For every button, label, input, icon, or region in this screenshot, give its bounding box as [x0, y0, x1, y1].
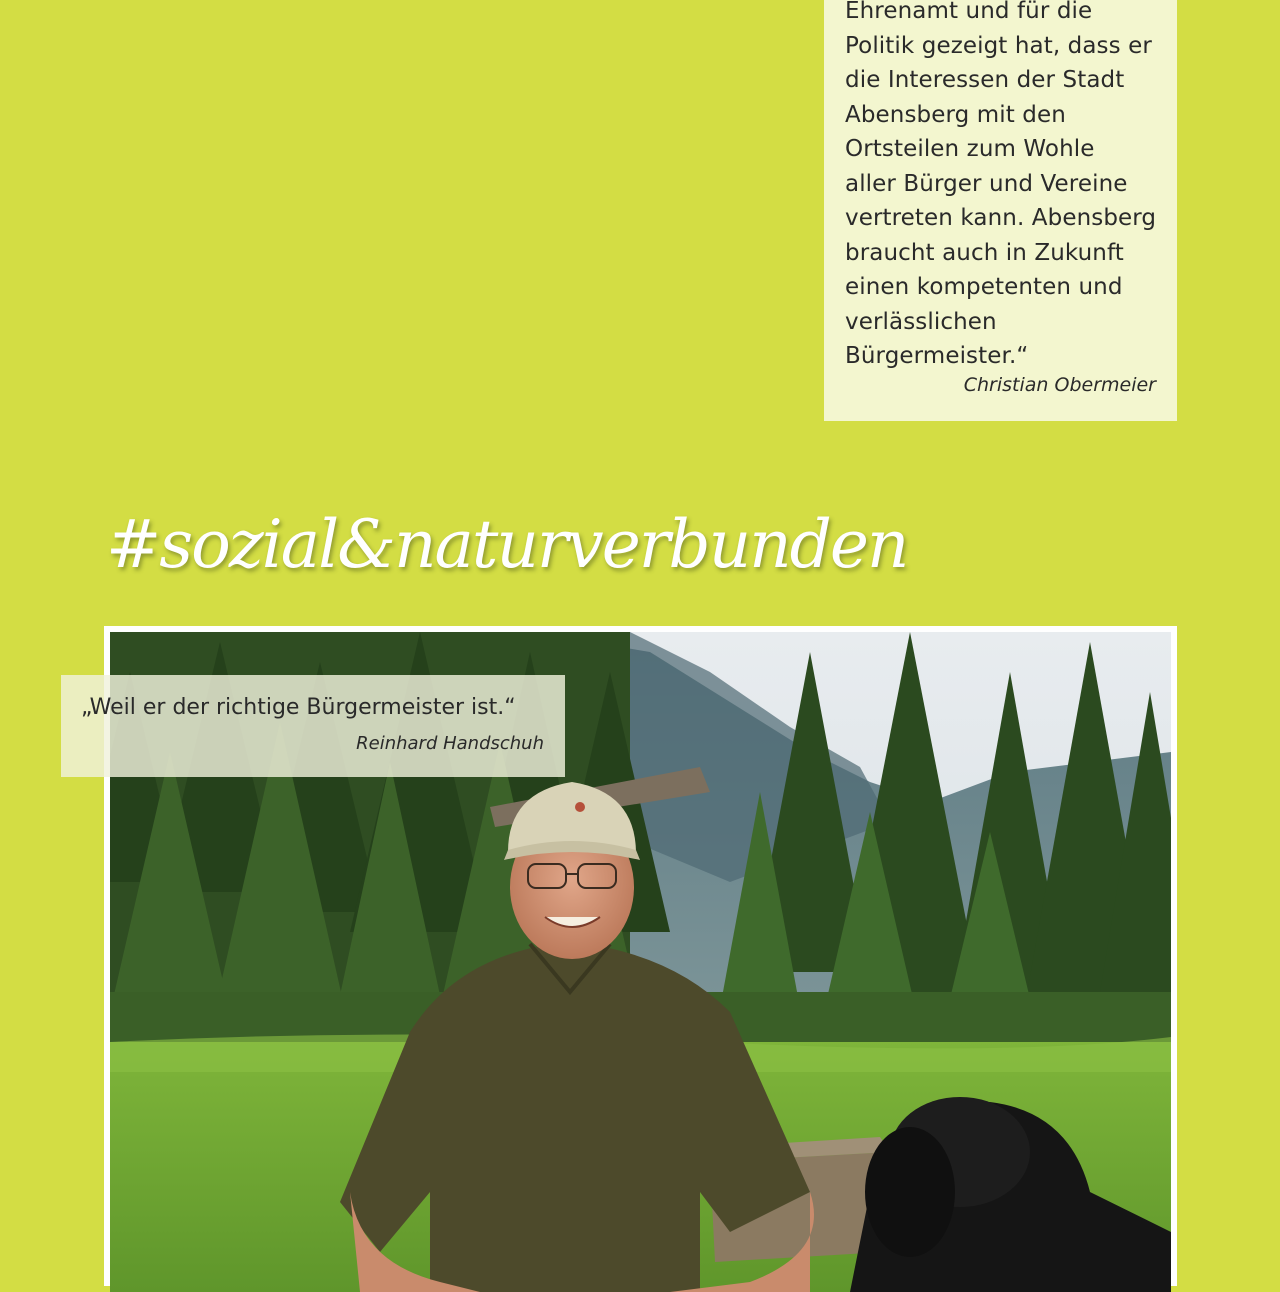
top-quote-line: Abensberg mit den [845, 101, 1066, 128]
top-quote-line: Ehrenamt und für die [845, 0, 1093, 24]
top-quote-author: Christian Obermeier [963, 374, 1156, 396]
top-quote-line: braucht auch in Zukunft [845, 239, 1124, 266]
top-quote-text [845, 0, 1156, 374]
top-quote-line: die Interessen der Stadt [845, 67, 1125, 93]
top-quote-line: aller Bürger und Vereine [845, 170, 1128, 197]
photo-quote-author: Reinhard Handschuh [356, 733, 544, 754]
hashtag-heading: #sozial&naturverbunden [106, 506, 908, 583]
photo-quote-text: „Weil er der richtige Bürgermeister ist.“ [81, 695, 516, 720]
top-quote-line: verlässlichen [845, 308, 997, 335]
top-quote-line: vertreten kann. Abensberg [845, 205, 1157, 231]
top-quote-box [824, 0, 1177, 421]
top-quote-line: Politik gezeigt hat, dass er [845, 32, 1152, 59]
top-quote-line: Bürgermeister.“ [845, 343, 1029, 369]
top-quote-line: einen kompetenten und [845, 274, 1123, 300]
photo-quote-box [61, 675, 565, 777]
top-quote-line: Ortsteilen zum Wohle [845, 136, 1095, 162]
